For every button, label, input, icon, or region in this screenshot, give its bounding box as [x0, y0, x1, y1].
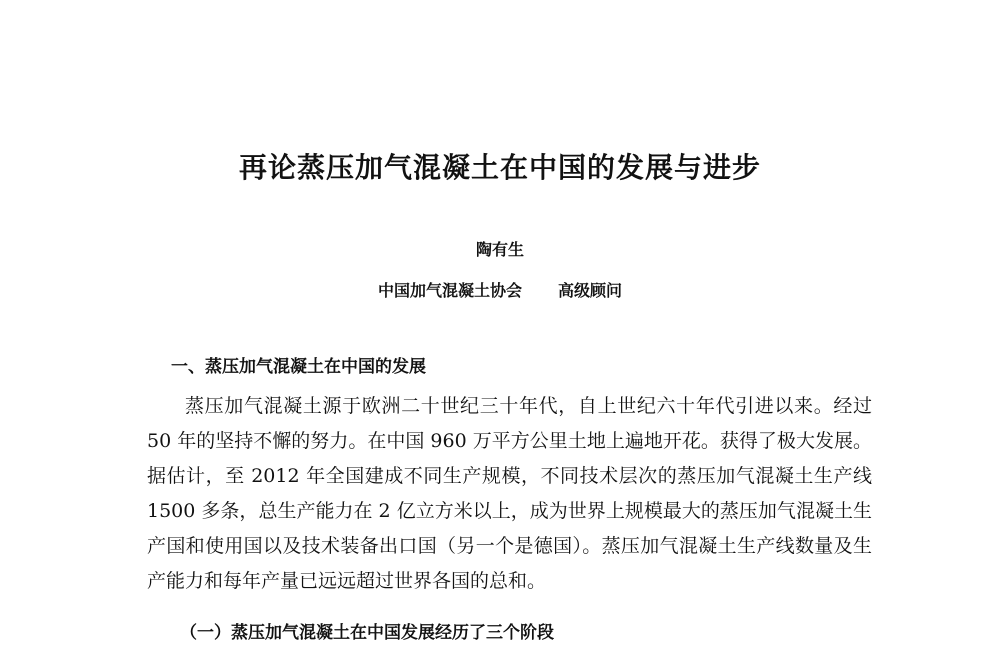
body-paragraph: 蒸压加气混凝土源于欧洲二十世纪三十年代，自上世纪六十年代引进以来。经过 50 年的坚持不懈的努力。在中国 960 万平方公里土地上遍地开花。获得了极大发展。据估计，至 2012 年全国建成不同生产规模，不同技术层次的蒸压加气混凝土生产线 1500 多条，总生产能力在 2 亿立方米以上，成为世界上规模最大的蒸压加气混凝土生产国和使用国以及技术装备出口国（另一个是德国）。蒸压加气混凝土生产线数量及生产能力和每年产量已远远超过世界各国的总和。 [147, 395, 872, 592]
affiliation-position: 高级顾问 [558, 281, 623, 300]
subsection-heading: （一）蒸压加气混凝土在中国发展经历了三个阶段 [180, 623, 554, 643]
author-affiliation [0, 279, 1000, 303]
author-name: 陶有生 [475, 240, 524, 259]
paper-title: 再论蒸压加气混凝土在中国的发展与进步 [238, 151, 761, 184]
section-heading: 一、蒸压加气混凝土在中国的发展 [171, 357, 426, 377]
affiliation-organization: 中国加气混凝土协会 [377, 281, 522, 300]
